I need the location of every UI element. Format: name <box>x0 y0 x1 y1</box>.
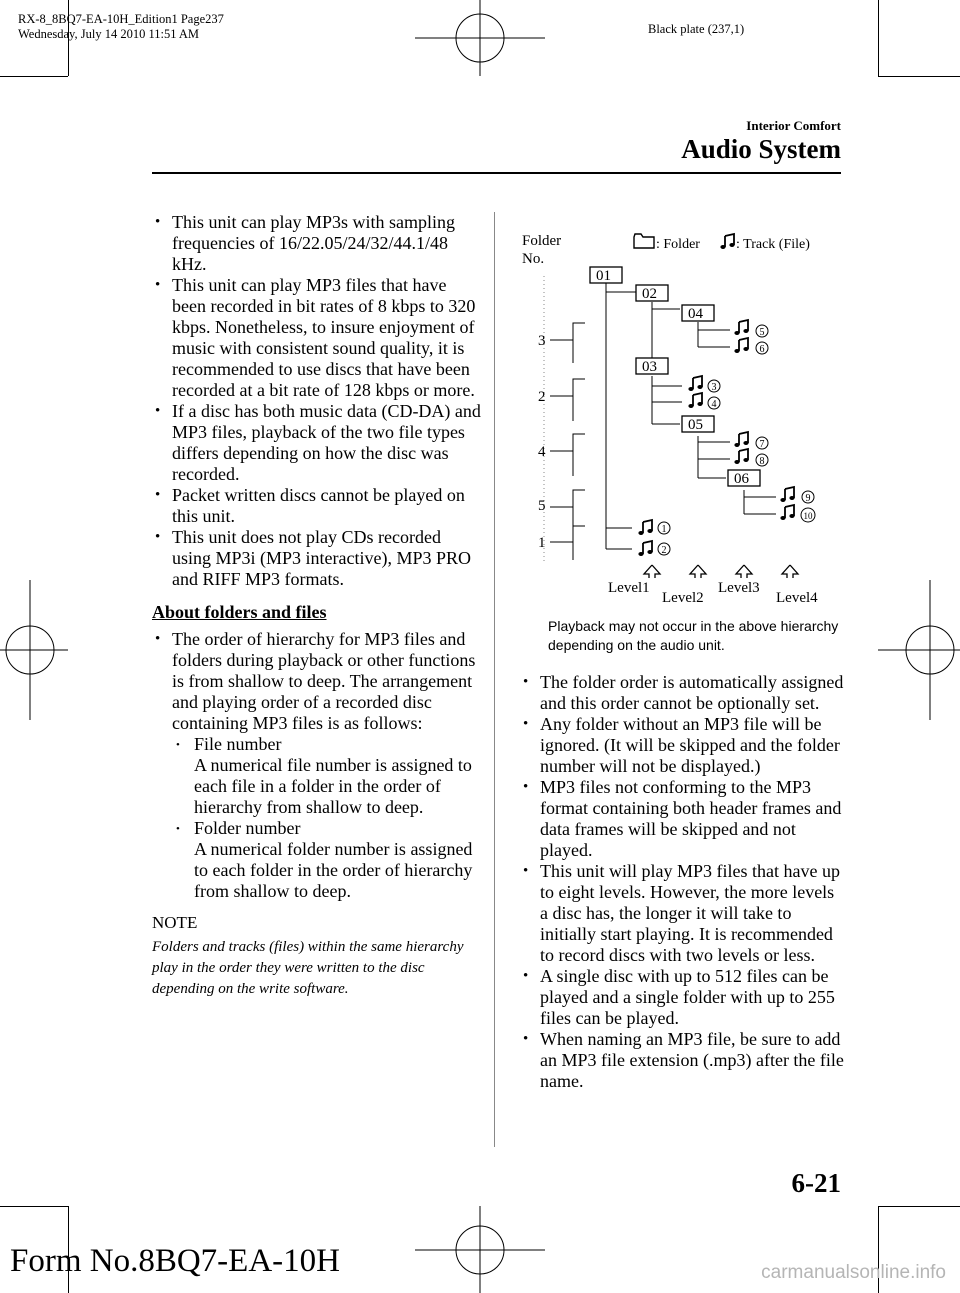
registration-mark-top <box>415 0 545 76</box>
level-label: Level4 <box>776 590 818 606</box>
right-column <box>520 672 845 1092</box>
level-arrow-icon <box>782 565 798 578</box>
sub-item-title: File number <box>194 734 282 754</box>
list-item: • MP3 files not conforming to the MP3 format containing both header frames and data frames will be skipped and not played. <box>520 777 845 861</box>
folder-box <box>636 285 668 302</box>
folder-box <box>682 305 714 322</box>
section-title: Interior Comfort <box>746 118 841 133</box>
folder-hierarchy-diagram <box>510 226 845 610</box>
track-item <box>780 505 815 522</box>
list-item: • This unit does not play CDs recorded using MP3i (MP3 interactive), MP3 PRO and RIFF MP3 formats. <box>152 527 482 590</box>
track-number: 6 <box>759 344 765 355</box>
legend-track-label: : Track (File) <box>736 237 810 252</box>
track-item <box>734 449 768 467</box>
note-icon <box>780 487 794 502</box>
note-icon <box>688 393 702 408</box>
track-number: 7 <box>759 439 765 450</box>
note-icon <box>734 338 748 353</box>
note-icon <box>734 320 748 335</box>
folder-no-label: No. <box>522 251 545 267</box>
sub-item-desc: A numerical folder number is assigned to each folder in the order of hierarchy from shallow to deep. <box>194 839 473 901</box>
track-number: 8 <box>759 456 765 467</box>
track-number: 4 <box>711 399 717 410</box>
date-line: Wednesday, July 14 2010 11:51 AM <box>18 27 200 41</box>
folder-label: 02 <box>642 286 657 302</box>
column-divider <box>494 212 495 1147</box>
list-item: • This unit can play MP3 files that have been recorded in bit rates of 8 kbps to 320 kbps. Nonetheless, to insure enjoyment of music with consistent sound quality, it is recommended to use discs that have been recorded at a bit rate of 128 kbps or more. <box>152 275 482 401</box>
file-line: RX-8_8BQ7-EA-10H_Edition1 Page237 <box>18 12 224 26</box>
note-icon <box>720 234 734 249</box>
track-item <box>734 338 768 355</box>
track-item <box>688 376 720 393</box>
note-icon <box>688 376 702 391</box>
track-item <box>638 541 670 556</box>
note-icon <box>734 449 748 464</box>
form-number: Form No.8BQ7-EA-10H <box>10 1243 340 1279</box>
note-icon <box>734 432 748 447</box>
level-arrow-icon <box>644 565 660 578</box>
crop-mark <box>878 0 879 76</box>
sub-list-item <box>172 818 482 902</box>
registration-mark-left <box>0 580 68 720</box>
list-item: • A single disc with up to 512 files can be played and a single folder with up to 255 files can be played. <box>520 966 845 1029</box>
list-item: • When naming an MP3 file, be sure to add an MP3 file extension (.mp3) after the file name. <box>520 1029 845 1092</box>
note-icon <box>780 505 794 520</box>
bullet-list <box>152 212 482 590</box>
track-item <box>734 432 768 450</box>
watermark-site: carmanualsonline.info <box>761 1262 946 1283</box>
track-number: 9 <box>805 493 811 504</box>
note-text: Folders and tracks (files) within the same hierarchy play in the order they were written to the disc depending on the write software. <box>152 939 464 997</box>
header-rule <box>152 172 841 174</box>
sub-item-desc: A numerical file number is assigned to each file in a folder in the order of hierarchy from shallow to deep. <box>194 755 472 817</box>
list-item: • This unit can play MP3s with sampling frequencies of 16/22.05/24/32/44.1/48 kHz. <box>152 212 482 275</box>
left-column <box>152 212 482 1000</box>
folder-label: 01 <box>596 268 611 284</box>
sub-list <box>172 734 482 902</box>
folder-box <box>636 358 668 375</box>
list-item: • The folder order is automatically assigned and this order cannot be optionally set. <box>520 672 845 714</box>
folder-box <box>728 470 760 487</box>
crop-mark <box>0 1206 68 1207</box>
crop-mark <box>0 76 68 77</box>
folder-label: 04 <box>688 306 703 322</box>
track-number: 2 <box>661 545 667 556</box>
track-item <box>780 487 814 504</box>
track-number: 3 <box>711 382 717 393</box>
folder-no-label: Folder <box>522 233 562 249</box>
plate-label: Black plate (237,1) <box>648 22 745 36</box>
folder-label: 06 <box>734 471 749 487</box>
track-number: 5 <box>759 327 765 338</box>
list-item <box>152 629 482 902</box>
level-arrow-icon <box>736 565 752 578</box>
list-item-text: The order of hierarchy for MP3 files and folders during playback or other functions is from shallow to deep. The arrangement and playing order of a recorded disc containing MP3 files is as follows: <box>172 629 476 733</box>
folder-box <box>682 416 714 433</box>
chapter-title: Audio System <box>681 134 841 164</box>
legend-folder-label: : Folder <box>656 237 700 252</box>
note-icon <box>638 520 652 535</box>
subsection-heading: About folders and files <box>152 602 327 622</box>
level-label: Level2 <box>662 590 704 606</box>
note-icon <box>638 541 652 556</box>
sub-item-title: Folder number <box>194 818 301 838</box>
level-label: Level1 <box>608 580 650 596</box>
track-number: 10 <box>803 511 813 521</box>
list-item: • Any folder without an MP3 file will be ignored. (It will be skipped and the folder number will not be displayed.) <box>520 714 845 777</box>
folder-label: 05 <box>688 417 703 433</box>
bullet-list <box>520 672 845 1092</box>
page-number: 6-21 <box>791 1168 841 1198</box>
print-metadata <box>18 12 224 42</box>
crop-mark <box>878 76 960 77</box>
track-item <box>688 393 720 410</box>
registration-mark-right <box>878 580 960 720</box>
folder-number: 5 <box>538 498 546 514</box>
folder-box <box>590 267 622 284</box>
folder-number-brackets <box>550 323 585 560</box>
track-item <box>734 320 768 338</box>
list-item: • This unit will play MP3 files that have up to eight levels. However, the more levels a disc has, the longer it will take to initially start playing. It is recommended to record discs with two levels or less. <box>520 861 845 966</box>
folder-number: 3 <box>538 333 546 349</box>
track-item <box>638 520 670 535</box>
list-item: • If a disc has both music data (CD-DA) and MP3 files, playback of the two file types differs depending on how the disc was recorded. <box>152 401 482 485</box>
sub-list-item <box>172 734 482 818</box>
diagram-caption: Playback may not occur in the above hierarchy depending on the audio unit. <box>548 618 839 653</box>
folder-number: 1 <box>538 535 546 551</box>
crop-mark <box>878 1206 960 1207</box>
folder-icon <box>634 234 654 248</box>
folder-label: 03 <box>642 359 657 375</box>
folder-number: 2 <box>538 389 546 405</box>
track-number: 1 <box>661 524 667 535</box>
level-arrow-icon <box>690 565 706 578</box>
list-item: • Packet written discs cannot be played on this unit. <box>152 485 482 527</box>
folder-number: 4 <box>538 444 546 460</box>
bullet-list <box>152 629 482 902</box>
note-title: NOTE <box>152 913 198 932</box>
registration-mark-bottom <box>415 1206 545 1293</box>
level-label: Level3 <box>718 580 760 596</box>
